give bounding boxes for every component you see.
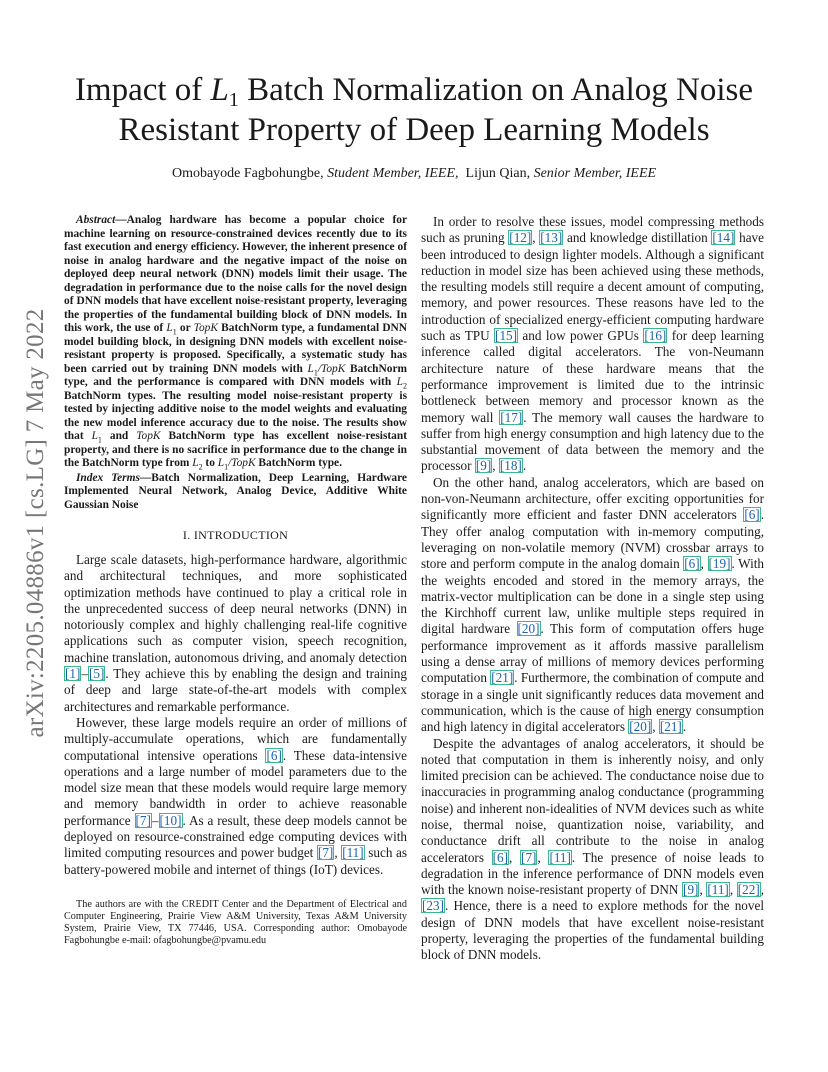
citation-link[interactable]: [6] [266, 747, 282, 763]
intro-paragraph-2: However, these large models require an order of millions of multiply-accumulate operations, which are fundamentally computational intensive operations [6]. These data-intensive operations and a large number of model parameters due to the model size mean that these models would require large memory and memory bandwidth in order to achieve reasonable performance [7]–[10]. As a result, these deep models cannot be deployed on resource-constrained edge computing devices with limited computing resources and power budget [7], [11] such as battery-powered mobile and internet of things (IoT) devices. [64, 714, 407, 877]
citation-link[interactable]: [23] [422, 898, 444, 914]
citation-link[interactable]: [20] [517, 621, 540, 637]
citation-link[interactable]: [7] [317, 845, 334, 861]
citation-link[interactable]: [19] [708, 556, 731, 572]
citation-link[interactable]: [18] [499, 458, 522, 474]
arxiv-identifier: arXiv:2205.04886v1 [cs.LG] 7 May 2022 [22, 308, 49, 738]
index-terms: Index Terms—Batch Normalization, Deep Learning, Hardware Implemented Neural Network, Analog Device, Additive White Gaussian Noise [64, 471, 407, 511]
author-1-role: Student Member, IEEE, [327, 166, 459, 181]
citation-link[interactable]: [14] [712, 230, 735, 246]
citation-link[interactable]: [6] [684, 556, 700, 572]
citation-link[interactable]: [6] [744, 507, 760, 523]
left-column [64, 214, 407, 947]
author-2-role: Senior Member, IEEE [533, 166, 657, 181]
citation-link[interactable]: [6] [492, 849, 509, 865]
right-column [421, 214, 764, 964]
citation-link[interactable]: [16] [644, 328, 667, 344]
intro-paragraph-3: In order to resolve these issues, model compressing methods such as pruning [12], [13] and knowledge distillation [14] have been introduced to design lighter models. Although a significant reduction in model size has been achieved using these methods, the resulting models still require a decent amount of computing, memory, and power resources. These reasons have led to the introduction of specialized energy-efficient computing hardware such as TPU [15] and low power GPUs [16] for deep learning inference called digital accelerators. The von-Neumann architecture nature of these hardware means that the performance improvement is limited due to the intrinsic bottleneck between memory and processor known as the memory wall [17]. The memory wall causes the hardware to suffer from high energy consumption and high latency due to the substantial movement of data between the memory and the processor [9], [18]. [421, 214, 764, 474]
citation-link[interactable]: [20] [629, 719, 652, 735]
math-l1: $L_1$ [210, 72, 239, 111]
citation-link[interactable]: [15] [495, 328, 518, 344]
author-line [60, 165, 768, 183]
title-line-2: Resistant Property of Deep Learning Models [118, 112, 710, 148]
intro-paragraph-4: On the other hand, analog accelerators, which are based on non-von-Neumann architecture, offer exciting opportunities for significantly more efficient and faster DNN accelerators [6]. They offer analog computation with in-memory computing, leveraging on non-volatile memory (NVM) crossbar arrays to store and perform compute in the analog domain [6], [19]. With the weights encoded and stored in the memory arrays, the matrix-vector multiplication can be done in a single step using the Kirchhoff current law, unlike multiple steps required in digital hardware [20]. This form of computation offers huge performance improvement as it affords massive parallelism using a dense array of millions of memory devices performing computation [21]. Furthermore, the combination of compute and storage in a single unit significantly reduces data movement and communication, which is the cause of high energy consumption and high latency in digital accelerators [20], [21]. [421, 474, 764, 735]
author-2-name: Lijun Qian, [465, 166, 531, 181]
citation-link[interactable]: [7] [135, 812, 151, 828]
citation-link[interactable]: [11] [707, 882, 729, 898]
citation-link[interactable]: [22] [737, 882, 760, 898]
intro-paragraph-1: Large scale datasets, high-performance hardware, algorithmic and architectural techniques, and more sophisticated optimization methods have continued to play a critical role in the unprecedented success of deep neural networks (DNN) in notoriously complex and highly challenging real-life cognitive applications such as computer vision, speech recognition, machine translation, autonomous driving, and anomaly detection [1]–[5]. They achieve this by enabling the design and training of deep and large state-of-the-art models with complex architectures and remarkable performance. [64, 552, 407, 714]
citation-link[interactable]: [12] [509, 230, 532, 246]
citation-link[interactable]: [21] [659, 719, 682, 735]
citation-link[interactable]: [11] [342, 845, 364, 861]
citation-link[interactable]: [7] [521, 849, 537, 865]
title-line-1: Impact of $L_1$ Batch Normalization on Analog Noise [74, 72, 754, 111]
citation-link[interactable]: [1] [65, 666, 81, 682]
author-1-name: Omobayode Fagbohungbe, [171, 166, 324, 181]
paper-title [60, 70, 768, 150]
citation-link[interactable]: [17] [500, 409, 523, 425]
arxiv-sidebar [18, 283, 54, 763]
section-heading-introduction: I. INTRODUCTION [182, 528, 289, 542]
left-body [64, 552, 407, 878]
author-footnote: The authors are with the CREDIT Center and the Department of Electrical and Computer Engineering, Prairie View A&M University, Texas A&M University System, Prairie View, TX 77446, USA. Corresponding author: Omobayode Fagbohungbe e-mail: ofagbohungbe@pvamu.edu [64, 898, 407, 946]
citation-link[interactable]: [5] [88, 666, 105, 682]
citation-link[interactable]: [21] [491, 670, 514, 686]
citation-link[interactable]: [9] [683, 882, 699, 898]
citation-link[interactable]: [10] [159, 812, 182, 828]
citation-link[interactable]: [13] [540, 230, 563, 246]
citation-link[interactable]: [9] [475, 458, 492, 474]
intro-paragraph-5: Despite the advantages of analog accelerators, it should be noted that computation in them is inherently noisy, and only limited precision can be achieved. The conductance noise due to inaccuracies in programming analog conductance (programming noise) and inherent non-idealities of NVM devices such as white noise, thermal noise, quantization noise, variability, and conductance drift all contribute to the noise in analog accelerators [6], [7], [11]. The presence of noise leads to degradation in the inference performance of DNN models even with the known noise-resistant property of DNN [9], [11], [22], [23]. Hence, there is a need to explore methods for the novel design of DNN models that have excellent noise-resistant property, leveraging the properties of the fundamental building block of DNN models. [421, 735, 765, 963]
right-body [421, 214, 764, 964]
citation-link[interactable]: [11] [549, 849, 571, 865]
abstract: Abstract—Analog hardware has become a popular choice for machine learning on resource-constrained devices recently due to its fast execution and energy efficiency. However, the inherent presence of noise in analog hardware and the negative impact of the noise on deployed deep neural network (DNN) models limit their usage. The degradation in performance due to the noise calls for the novel design of DNN models that have excellent noise-resistant property, leveraging the properties of the fundamental building block of DNN models. In this work, the use of $L_1$ or TopK BatchNorm type, a fundamental DNN model building block, in designing DNN models with excellent noise-resistant property is proposed. Specifically, a systematic study has been carried out by training DNN models with $L_1$/TopK BatchNorm type, and the performance is compared with DNN models with $L_2$ BatchNorm types. The resulting model noise-resistant property is tested by injecting additive noise to the model weights and evaluating the new model inference accuracy due to the noise. The results show that $L_1$ and TopK BatchNorm type has excellent noise-resistant property, and there is no sacrifice in performance due to the change in the BatchNorm type from $L_2$ to $L_1$/TopK BatchNorm type. [64, 214, 408, 472]
